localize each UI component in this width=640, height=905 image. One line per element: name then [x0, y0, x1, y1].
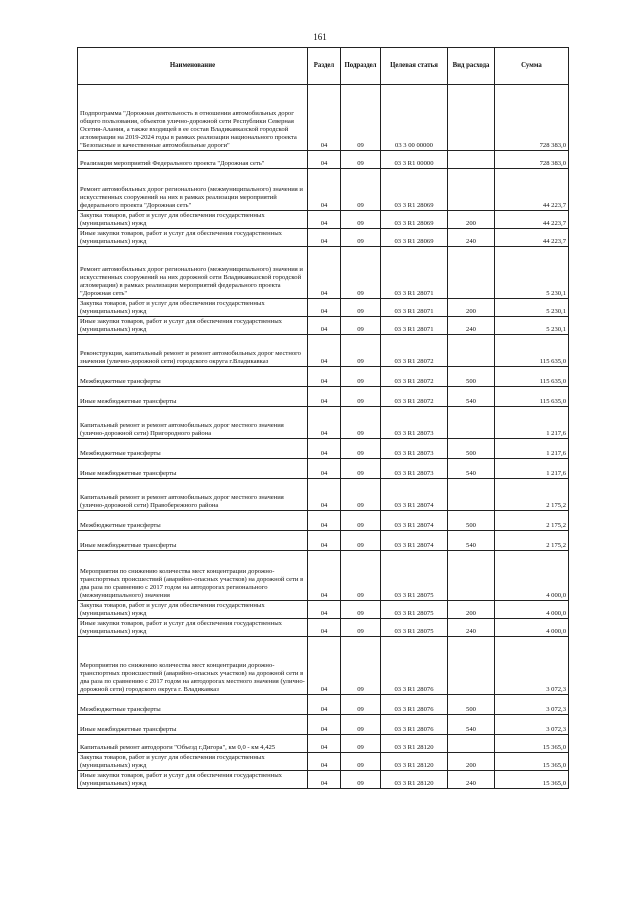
cell-target: 03 3 R1 28076 — [381, 715, 448, 735]
cell-sum: 5 230,1 — [495, 299, 569, 317]
table-row — [78, 695, 569, 715]
cell-name: Мероприятия по снижению количества мест концентрации дорожно-транспортных происшествий (аварийно-опасных участков) на дорожной сети в два раза по сравнению с 2017 годом на автодорогах местного значения (улично-дорожной сети) городского округа г. Владикавказ — [78, 637, 308, 695]
header-section: Раздел — [308, 48, 341, 85]
cell-sum: 115 635,0 — [495, 367, 569, 387]
budget-table — [77, 47, 569, 789]
table-row — [78, 439, 569, 459]
cell-section: 04 — [308, 479, 341, 511]
table-row — [78, 211, 569, 229]
cell-name: Иные межбюджетные трансферты — [78, 459, 308, 479]
table-row — [78, 299, 569, 317]
cell-target: 03 3 R1 28074 — [381, 531, 448, 551]
cell-subsection: 09 — [341, 367, 381, 387]
table-row — [78, 229, 569, 247]
cell-expense-type: 540 — [448, 459, 495, 479]
cell-name: Капитальный ремонт автодороги "Объезд г.Дигора", км 0,0 - км 4,425 — [78, 735, 308, 753]
header-name: Наименование — [78, 48, 308, 85]
cell-sum: 4 000,0 — [495, 551, 569, 601]
cell-expense-type — [448, 637, 495, 695]
cell-expense-type — [448, 735, 495, 753]
cell-subsection: 09 — [341, 619, 381, 637]
cell-target: 03 3 R1 28072 — [381, 367, 448, 387]
cell-target: 03 3 R1 28074 — [381, 479, 448, 511]
header-sum: Сумма — [495, 48, 569, 85]
cell-section: 04 — [308, 299, 341, 317]
cell-section: 04 — [308, 637, 341, 695]
cell-name: Ремонт автомобильных дорог регионального (межмуниципального) значения и искусственных сооружений на них в рамках реализации мероприятий федерального проекта "Дорожная сеть" — [78, 169, 308, 211]
cell-expense-type — [448, 247, 495, 299]
cell-sum: 15 365,0 — [495, 753, 569, 771]
table-row — [78, 531, 569, 551]
cell-subsection: 09 — [341, 601, 381, 619]
cell-expense-type: 200 — [448, 299, 495, 317]
cell-name: Иные закупки товаров, работ и услуг для обеспечения государственных (муниципальных) нужд — [78, 317, 308, 335]
cell-subsection: 09 — [341, 531, 381, 551]
cell-sum: 3 072,3 — [495, 715, 569, 735]
table-row — [78, 85, 569, 151]
cell-name: Межбюджетные трансферты — [78, 511, 308, 531]
cell-subsection: 09 — [341, 317, 381, 335]
header-subsection: Подраздел — [341, 48, 381, 85]
cell-name: Иные закупки товаров, работ и услуг для обеспечения государственных (муниципальных) нужд — [78, 229, 308, 247]
cell-section: 04 — [308, 551, 341, 601]
cell-subsection: 09 — [341, 169, 381, 211]
cell-name: Мероприятия по снижению количества мест концентрации дорожно-транспортных происшествий (аварийно-опасных участков) на дорожной сети в два раза по сравнению с 2017 годом на автодорогах регионального (межмуниципального) значения — [78, 551, 308, 601]
cell-target: 03 3 R1 28071 — [381, 317, 448, 335]
cell-name: Иные закупки товаров, работ и услуг для обеспечения государственных (муниципальных) нужд — [78, 619, 308, 637]
cell-subsection: 09 — [341, 735, 381, 753]
cell-subsection: 09 — [341, 459, 381, 479]
cell-expense-type — [448, 551, 495, 601]
cell-name: Капитальный ремонт и ремонт автомобильных дорог местного значения (улично-дорожной сети) Правобережного района — [78, 479, 308, 511]
cell-target: 03 3 R1 28075 — [381, 551, 448, 601]
cell-subsection: 09 — [341, 335, 381, 367]
cell-expense-type — [448, 479, 495, 511]
table-row — [78, 735, 569, 753]
cell-sum: 44 223,7 — [495, 211, 569, 229]
cell-sum: 2 175,2 — [495, 511, 569, 531]
table-row — [78, 601, 569, 619]
cell-expense-type: 240 — [448, 317, 495, 335]
cell-section: 04 — [308, 511, 341, 531]
table-header-row — [78, 48, 569, 85]
cell-name: Капитальный ремонт и ремонт автомобильных дорог местного значения (улично-дорожной сети) Пригородного района — [78, 407, 308, 439]
cell-section: 04 — [308, 387, 341, 407]
table-row — [78, 753, 569, 771]
cell-expense-type: 540 — [448, 715, 495, 735]
cell-section: 04 — [308, 85, 341, 151]
cell-section: 04 — [308, 229, 341, 247]
cell-target: 03 3 R1 28069 — [381, 211, 448, 229]
cell-expense-type — [448, 85, 495, 151]
cell-sum: 2 175,2 — [495, 479, 569, 511]
cell-expense-type: 500 — [448, 695, 495, 715]
cell-sum: 5 230,1 — [495, 317, 569, 335]
cell-target: 03 3 R1 28075 — [381, 619, 448, 637]
cell-name: Реализация мероприятий Федерального проекта "Дорожная сеть" — [78, 151, 308, 169]
cell-sum: 728 383,0 — [495, 85, 569, 151]
cell-name: Межбюджетные трансферты — [78, 439, 308, 459]
cell-subsection: 09 — [341, 247, 381, 299]
cell-section: 04 — [308, 407, 341, 439]
table-row — [78, 637, 569, 695]
page-number: 161 — [313, 32, 327, 42]
cell-section: 04 — [308, 459, 341, 479]
cell-expense-type: 240 — [448, 771, 495, 789]
cell-subsection: 09 — [341, 85, 381, 151]
cell-subsection: 09 — [341, 387, 381, 407]
cell-section: 04 — [308, 335, 341, 367]
cell-target: 03 3 R1 28071 — [381, 247, 448, 299]
cell-expense-type — [448, 151, 495, 169]
cell-target: 03 3 R1 28076 — [381, 637, 448, 695]
cell-name: Реконструкция, капитальный ремонт и ремонт автомобильных дорог местного значения (улично-дорожной сети) городского округа г.Владикавказ — [78, 335, 308, 367]
cell-section: 04 — [308, 715, 341, 735]
cell-section: 04 — [308, 601, 341, 619]
table-row — [78, 479, 569, 511]
cell-sum: 1 217,6 — [495, 439, 569, 459]
table-row — [78, 771, 569, 789]
cell-subsection: 09 — [341, 551, 381, 601]
table-row — [78, 317, 569, 335]
cell-name: Закупка товаров, работ и услуг для обеспечения государственных (муниципальных) нужд — [78, 601, 308, 619]
table-row — [78, 459, 569, 479]
table-row — [78, 387, 569, 407]
table-row — [78, 169, 569, 211]
cell-target: 03 3 R1 28069 — [381, 229, 448, 247]
cell-target: 03 3 R1 28072 — [381, 387, 448, 407]
cell-sum: 3 072,3 — [495, 695, 569, 715]
table-row — [78, 367, 569, 387]
table-row — [78, 407, 569, 439]
table-row — [78, 715, 569, 735]
cell-sum: 44 223,7 — [495, 229, 569, 247]
cell-sum: 728 383,0 — [495, 151, 569, 169]
cell-expense-type: 540 — [448, 387, 495, 407]
cell-target: 03 3 R1 28075 — [381, 601, 448, 619]
cell-expense-type: 200 — [448, 601, 495, 619]
cell-subsection: 09 — [341, 151, 381, 169]
cell-target: 03 3 R1 28120 — [381, 771, 448, 789]
cell-name: Иные межбюджетные трансферты — [78, 531, 308, 551]
cell-section: 04 — [308, 367, 341, 387]
cell-sum: 4 000,0 — [495, 619, 569, 637]
cell-expense-type: 240 — [448, 229, 495, 247]
table-row — [78, 335, 569, 367]
cell-section: 04 — [308, 771, 341, 789]
cell-target: 03 3 R1 00000 — [381, 151, 448, 169]
cell-target: 03 3 R1 28071 — [381, 299, 448, 317]
cell-target: 03 3 R1 28073 — [381, 459, 448, 479]
cell-name: Иные межбюджетные трансферты — [78, 715, 308, 735]
cell-section: 04 — [308, 753, 341, 771]
cell-subsection: 09 — [341, 229, 381, 247]
cell-section: 04 — [308, 151, 341, 169]
cell-subsection: 09 — [341, 715, 381, 735]
cell-section: 04 — [308, 695, 341, 715]
cell-name: Межбюджетные трансферты — [78, 695, 308, 715]
cell-target: 03 3 R1 28073 — [381, 439, 448, 459]
cell-sum: 4 000,0 — [495, 601, 569, 619]
cell-section: 04 — [308, 735, 341, 753]
cell-subsection: 09 — [341, 439, 381, 459]
cell-name: Иные межбюджетные трансферты — [78, 387, 308, 407]
cell-section: 04 — [308, 169, 341, 211]
cell-section: 04 — [308, 247, 341, 299]
cell-expense-type: 540 — [448, 531, 495, 551]
cell-sum: 5 230,1 — [495, 247, 569, 299]
cell-name: Межбюджетные трансферты — [78, 367, 308, 387]
cell-target: 03 3 R1 28073 — [381, 407, 448, 439]
header-expense-type: Вид расхода — [448, 48, 495, 85]
cell-section: 04 — [308, 531, 341, 551]
cell-sum: 44 223,7 — [495, 169, 569, 211]
cell-target: 03 3 00 00000 — [381, 85, 448, 151]
table-row — [78, 511, 569, 531]
cell-target: 03 3 R1 28072 — [381, 335, 448, 367]
cell-expense-type: 240 — [448, 619, 495, 637]
cell-name: Закупка товаров, работ и услуг для обеспечения государственных (муниципальных) нужд — [78, 299, 308, 317]
table-row — [78, 151, 569, 169]
cell-sum: 1 217,6 — [495, 459, 569, 479]
table-body — [78, 85, 569, 789]
cell-name: Закупка товаров, работ и услуг для обеспечения государственных (муниципальных) нужд — [78, 211, 308, 229]
cell-expense-type — [448, 335, 495, 367]
cell-section: 04 — [308, 211, 341, 229]
cell-subsection: 09 — [341, 299, 381, 317]
cell-sum: 1 217,6 — [495, 407, 569, 439]
cell-subsection: 09 — [341, 479, 381, 511]
cell-subsection: 09 — [341, 637, 381, 695]
cell-target: 03 3 R1 28076 — [381, 695, 448, 715]
cell-subsection: 09 — [341, 211, 381, 229]
table-row — [78, 619, 569, 637]
cell-sum: 15 365,0 — [495, 735, 569, 753]
cell-name: Ремонт автомобильных дорог регионального (межмуниципального) значения и искусственных сооружений на них дорожной сети Владикавказской городской агломерации) в рамках реализации мероприятий федерального проекта "Дорожная сеть" — [78, 247, 308, 299]
cell-sum: 3 072,3 — [495, 637, 569, 695]
cell-expense-type: 500 — [448, 511, 495, 531]
cell-expense-type: 500 — [448, 439, 495, 459]
cell-expense-type: 500 — [448, 367, 495, 387]
cell-sum: 115 635,0 — [495, 387, 569, 407]
cell-expense-type — [448, 169, 495, 211]
table-row — [78, 247, 569, 299]
cell-target: 03 3 R1 28120 — [381, 753, 448, 771]
cell-sum: 15 365,0 — [495, 771, 569, 789]
cell-expense-type — [448, 407, 495, 439]
cell-name: Иные закупки товаров, работ и услуг для обеспечения государственных (муниципальных) нужд — [78, 771, 308, 789]
cell-name: Подпрограмма "Дорожная деятельность в отношении автомобильных дорог общего пользования, объектов улично-дорожной сети Республики Северная Осетия-Алания, а также входящей в ее состав Владикавказской городской агломерации на 2019-2024 годы в рамках реализации национального проекта "Безопасные и качественные автомобильные дороги" — [78, 85, 308, 151]
table-row — [78, 551, 569, 601]
cell-name: Закупка товаров, работ и услуг для обеспечения государственных (муниципальных) нужд — [78, 753, 308, 771]
cell-section: 04 — [308, 317, 341, 335]
cell-subsection: 09 — [341, 695, 381, 715]
cell-subsection: 09 — [341, 771, 381, 789]
cell-section: 04 — [308, 439, 341, 459]
cell-target: 03 3 R1 28069 — [381, 169, 448, 211]
cell-section: 04 — [308, 619, 341, 637]
cell-sum: 115 635,0 — [495, 335, 569, 367]
cell-expense-type: 200 — [448, 753, 495, 771]
cell-subsection: 09 — [341, 511, 381, 531]
cell-subsection: 09 — [341, 753, 381, 771]
cell-sum: 2 175,2 — [495, 531, 569, 551]
header-target: Целевая статья — [381, 48, 448, 85]
cell-subsection: 09 — [341, 407, 381, 439]
cell-target: 03 3 R1 28120 — [381, 735, 448, 753]
cell-target: 03 3 R1 28074 — [381, 511, 448, 531]
cell-expense-type: 200 — [448, 211, 495, 229]
